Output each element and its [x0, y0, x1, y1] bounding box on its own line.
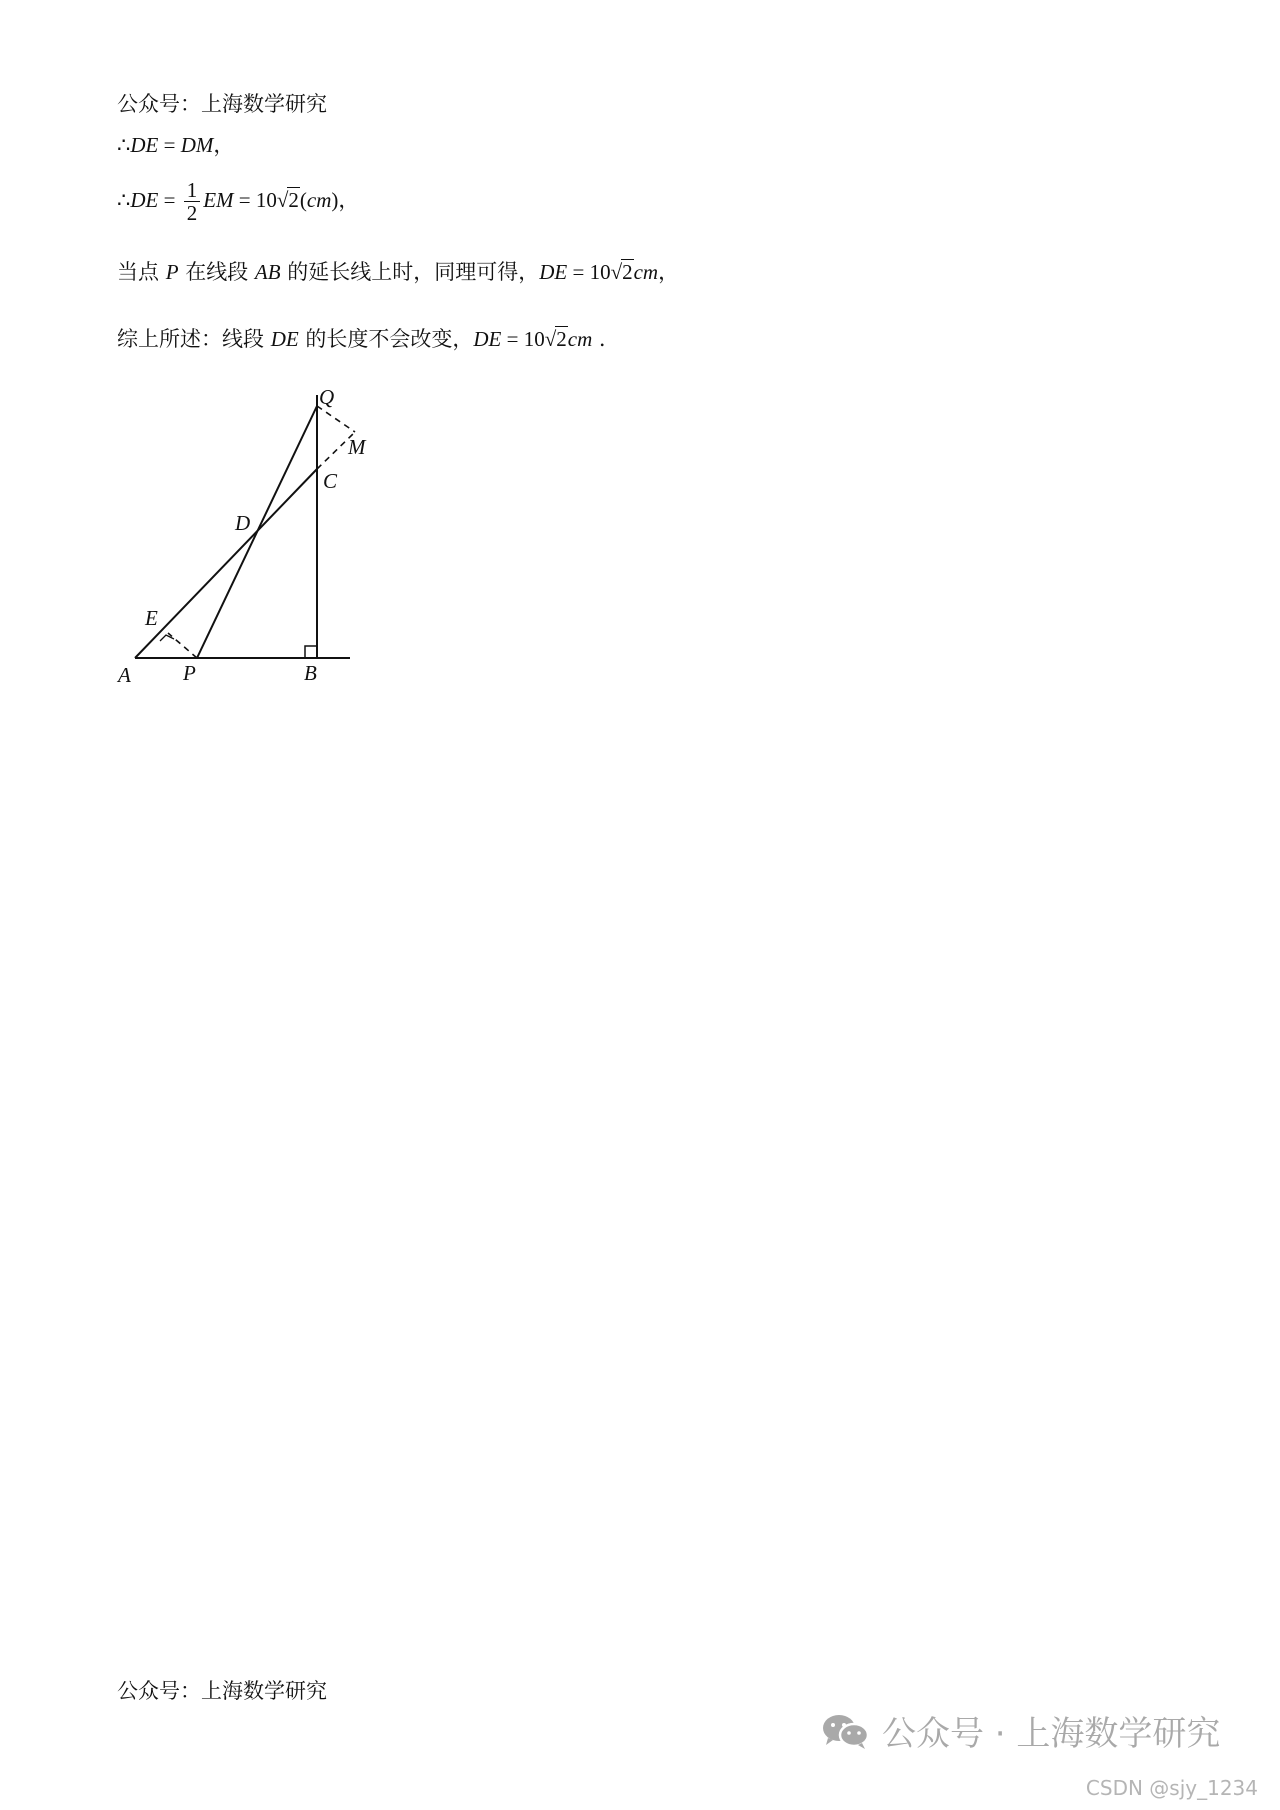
- segment-ab: AB: [254, 260, 281, 284]
- punctuation: .: [592, 327, 606, 351]
- header-source-label: 公众号：上海数学研究: [117, 92, 327, 116]
- radical-sign: √: [544, 327, 557, 351]
- equals-sign: =: [158, 133, 181, 157]
- point-label-q: Q: [319, 385, 335, 409]
- radical-sign: √: [276, 188, 289, 212]
- therefore-symbol: ∴: [117, 133, 131, 157]
- point-label-m: M: [348, 435, 366, 459]
- line-ac: [135, 469, 317, 658]
- coefficient: 10: [523, 327, 545, 351]
- unit: cm: [306, 188, 332, 212]
- point-label-b: B: [304, 661, 317, 685]
- equals-sign: =: [158, 188, 181, 212]
- radicand: 2: [556, 327, 567, 351]
- segment-de-2: DE: [473, 327, 502, 351]
- text-segment: 综上所述：线段: [117, 327, 271, 351]
- solution-line-1: [117, 131, 234, 159]
- fraction-denominator: 2: [186, 201, 198, 225]
- text-segment: 的延长线上时，同理可得，: [280, 260, 540, 284]
- line-pq: [197, 406, 317, 658]
- coefficient: 10: [255, 188, 277, 212]
- dashed-pe: [168, 633, 197, 658]
- radicand: 2: [288, 188, 299, 212]
- segment-dm: DM: [180, 133, 214, 157]
- text-segment: 当点: [117, 260, 166, 284]
- equals-sign: =: [501, 327, 524, 351]
- punctuation: ，: [338, 188, 360, 212]
- therefore-symbol: ∴: [117, 188, 131, 212]
- footer-source-label: 公众号：上海数学研究: [117, 1679, 327, 1703]
- wechat-watermark: [820, 1706, 1220, 1755]
- dashed-qm: [317, 406, 355, 432]
- point-label-c: C: [323, 469, 338, 493]
- watermark-text: 公众号 · 上海数学研究: [882, 1714, 1221, 1754]
- point-label-e: E: [145, 606, 158, 630]
- point-label-p: P: [183, 661, 196, 685]
- punctuation: ，: [658, 260, 680, 284]
- point-label-a: A: [118, 663, 131, 687]
- segment-em: EM: [203, 188, 234, 212]
- geometry-figure: [100, 380, 380, 700]
- solution-line-2: [117, 178, 359, 224]
- point-p-ref: P: [165, 260, 179, 284]
- unit: cm: [633, 260, 659, 284]
- coefficient: 10: [589, 260, 611, 284]
- text-segment: 的长度不会改变，: [298, 327, 474, 351]
- wechat-icon: [820, 1711, 872, 1751]
- fraction-one-half: [184, 179, 201, 224]
- right-angle-marker-b: [305, 646, 317, 658]
- solution-line-3: [117, 258, 679, 286]
- segment-de: DE: [130, 188, 159, 212]
- paren-open: (: [299, 188, 307, 212]
- equals-sign-2: =: [233, 188, 256, 212]
- radicand: 2: [622, 260, 633, 284]
- segment-de: DE: [130, 133, 159, 157]
- segment-de: DE: [539, 260, 568, 284]
- paren-close: ): [331, 188, 339, 212]
- csdn-watermark: CSDN @sjy_1234: [1085, 1776, 1258, 1800]
- fraction-numerator: 1: [184, 179, 201, 202]
- text-segment: 在线段: [178, 260, 255, 284]
- unit: cm: [567, 327, 593, 351]
- equals-sign: =: [567, 260, 590, 284]
- solution-line-4: [117, 325, 606, 353]
- segment-de: DE: [270, 327, 299, 351]
- point-label-d: D: [235, 511, 251, 535]
- punctuation: ，: [213, 133, 235, 157]
- radical-sign: √: [610, 260, 623, 284]
